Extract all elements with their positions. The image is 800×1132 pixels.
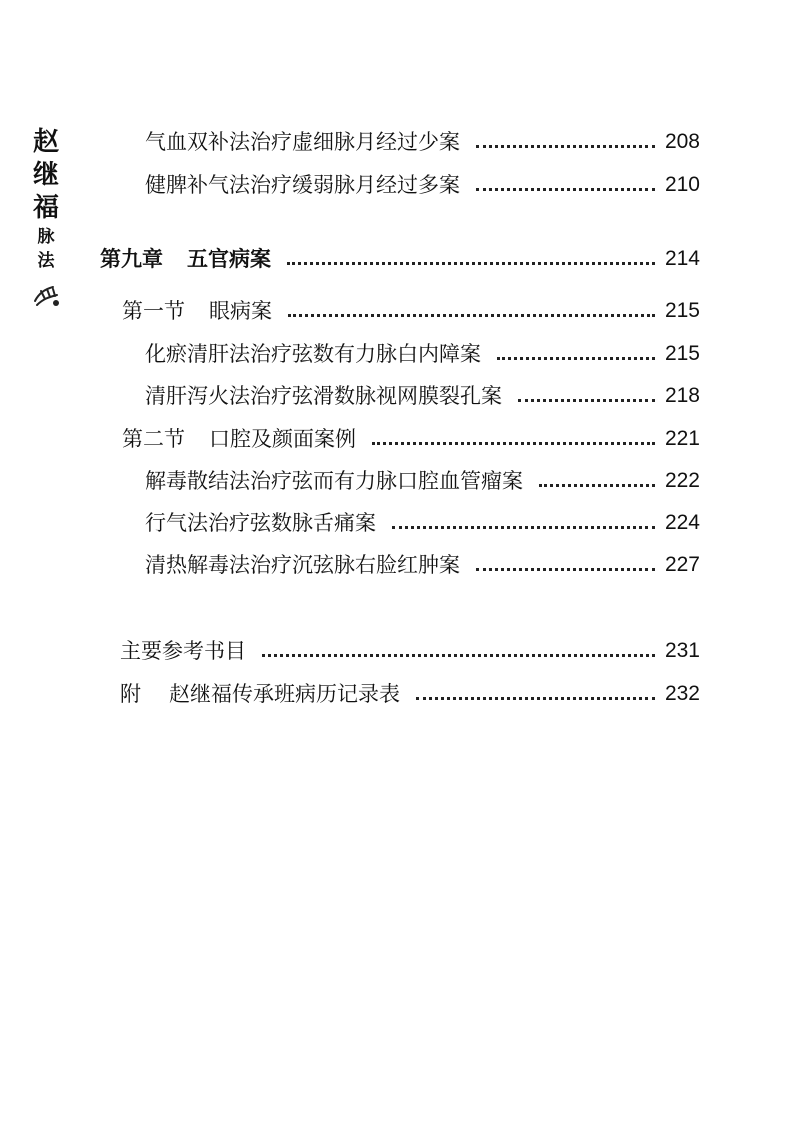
leader-dots: [497, 357, 655, 360]
leader-dots: [476, 145, 655, 148]
leader-dots: [518, 399, 655, 402]
appendix-name: 赵继福传承班病历记录表: [169, 682, 400, 706]
leader-dots: [476, 568, 655, 571]
leader-dots: [288, 314, 655, 317]
section-label: 第二节: [122, 427, 185, 451]
section-title: [122, 424, 356, 454]
toc-appendix-entry[interactable]: [120, 679, 700, 709]
toc-entry[interactable]: [145, 127, 700, 157]
entry-page-number: 221: [664, 427, 700, 450]
entry-title: 主要参考书目: [120, 639, 246, 663]
section-title: [122, 296, 272, 326]
entry-page-number: 231: [664, 639, 700, 662]
appendix-label: 附: [120, 682, 141, 706]
entry-title: 健脾补气法治疗缓弱脉月经过多案: [145, 173, 460, 197]
toc-reference-entry[interactable]: [120, 636, 700, 666]
appendix-title: [120, 679, 400, 709]
leader-dots: [416, 697, 655, 700]
chapter-label: 第九章: [100, 246, 163, 271]
side-subtitle-char-2: 法: [37, 251, 55, 271]
toc-entry[interactable]: [145, 466, 700, 496]
section-label: 第一节: [122, 299, 185, 323]
entry-title: 清热解毒法治疗沉弦脉右脸红肿案: [145, 553, 460, 577]
leader-dots: [476, 188, 655, 191]
side-title-char-3: 福: [32, 193, 59, 223]
section-name: 眼病案: [209, 299, 272, 323]
toc-entry[interactable]: [145, 508, 700, 538]
entry-page-number: 222: [664, 469, 700, 492]
entry-page-number: 224: [664, 511, 700, 534]
chapter-title: [100, 244, 271, 274]
toc-entry[interactable]: [145, 339, 700, 369]
entry-page-number: 215: [664, 299, 700, 322]
side-title-char-2: 继: [32, 160, 59, 190]
entry-title: 清肝泻火法治疗弦滑数脉视网膜裂孔案: [145, 384, 502, 408]
entry-page-number: 208: [664, 130, 700, 153]
entry-page-number: 210: [664, 173, 700, 196]
leader-dots: [287, 262, 655, 265]
toc-section-entry[interactable]: [122, 296, 700, 326]
chapter-name: 五官病案: [187, 246, 271, 271]
toc-section-entry[interactable]: [122, 424, 700, 454]
entry-page-number: 218: [664, 384, 700, 407]
leader-dots: [262, 654, 655, 657]
toc-entry[interactable]: [145, 550, 700, 580]
leader-dots: [539, 484, 655, 487]
entry-page-number: 232: [664, 682, 700, 705]
entry-page-number: 215: [664, 342, 700, 365]
leader-dots: [372, 442, 655, 445]
entry-title: 气血双补法治疗虚细脉月经过少案: [145, 130, 460, 154]
side-title-char-1: 赵: [32, 127, 59, 157]
toc-entry[interactable]: [145, 381, 700, 411]
entry-title: 解毒散结法治疗弦而有力脉口腔血管瘤案: [145, 469, 523, 493]
section-name: 口腔及颜面案例: [209, 427, 356, 451]
toc-chapter-entry[interactable]: [100, 244, 700, 274]
entry-page-number: 214: [664, 247, 700, 270]
entry-title: 化瘀清肝法治疗弦数有力脉白内障案: [145, 342, 481, 366]
leader-dots: [392, 526, 655, 529]
entry-page-number: 227: [664, 553, 700, 576]
side-subtitle-char-1: 脉: [37, 227, 55, 247]
toc-entry[interactable]: [145, 170, 700, 200]
entry-title: 行气法治疗弦数脉舌痛案: [145, 511, 376, 535]
